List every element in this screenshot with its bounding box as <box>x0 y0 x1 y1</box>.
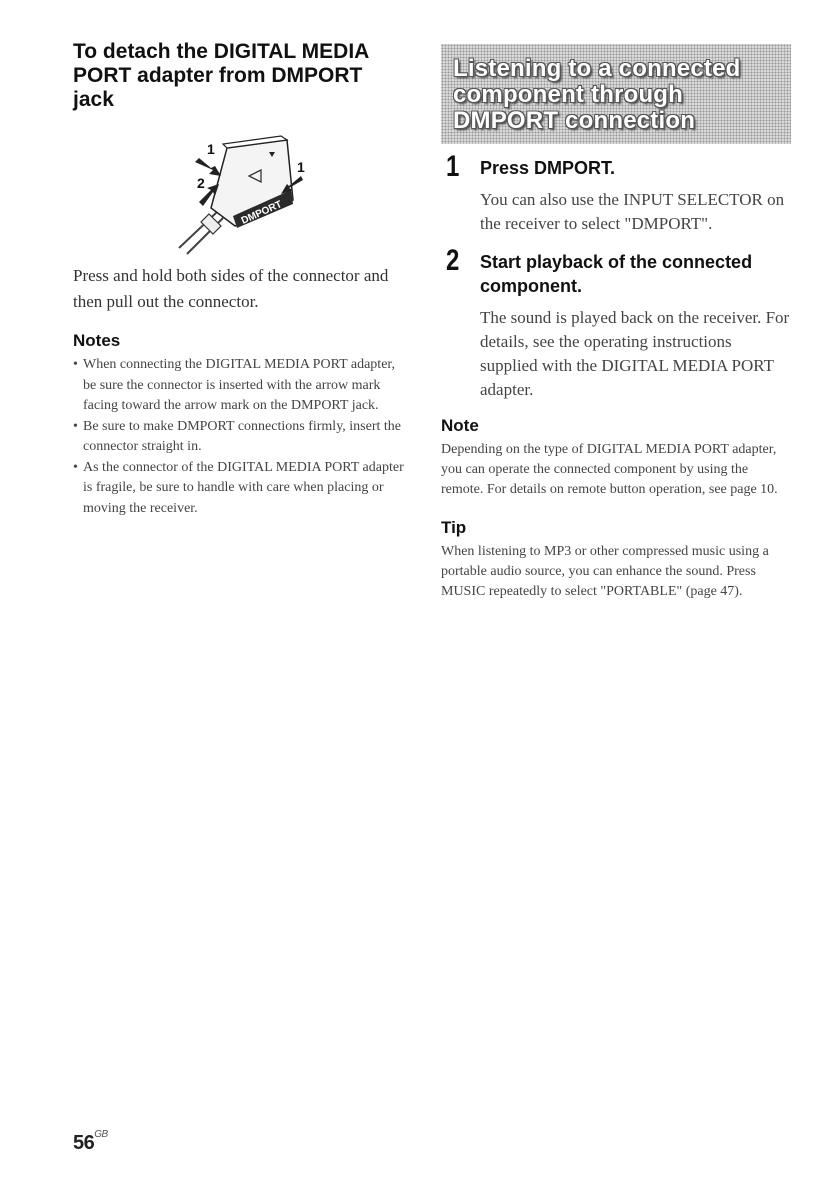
page-region-suffix: GB <box>94 1129 108 1140</box>
callout-1-top: 1 <box>207 141 215 157</box>
squeeze-arrow-left-icon <box>195 158 221 176</box>
note-text: Depending on the type of DIGITAL MEDIA PORT adapter, you can operate the connected component by using the remote. For details on remote button operation, see page 10. <box>441 442 778 497</box>
connector-label: DMPORT <box>239 199 284 227</box>
note-heading: Note <box>441 416 479 435</box>
bullet-icon: • <box>73 459 78 475</box>
page-number: $56^{GB}$ <box>73 1129 108 1154</box>
note-item: • When connecting the DIGITAL MEDIA PORT adapter, be sure the connector is inserted with the arrow mark facing toward the arrow mark on the DMPORT jack. <box>73 357 396 413</box>
section-title: Listening to a connected component through DMPORT connection <box>453 55 741 134</box>
step-number: 2 <box>446 244 460 277</box>
bullet-icon: • <box>73 357 78 372</box>
step-text: You can also use the INPUT SELECTOR on the receiver to select "DMPORT". <box>480 190 785 233</box>
tip-heading: Tip <box>441 518 467 537</box>
section-banner <box>441 44 791 144</box>
detach-connector-illustration <box>169 130 309 255</box>
notes-list <box>73 355 408 519</box>
step-1 <box>441 150 791 236</box>
right-column <box>441 44 791 602</box>
step-2 <box>441 244 791 402</box>
step-text: The sound is played back on the receiver. For details, see the operating instructions supplied with the DIGITAL MEDIA PORT adapter. <box>480 308 790 399</box>
note-item: • Be sure to make DMPORT connections firmly, insert the connector straight in. <box>73 418 401 454</box>
detach-heading: To detach the DIGITAL MEDIA PORT adapter from DMPORT jack <box>73 40 369 111</box>
cable-sleeve <box>201 214 221 234</box>
notes-heading: Notes <box>73 331 121 350</box>
step-number: 1 <box>446 150 460 183</box>
detach-instruction: Press and hold both sides of the connector and then pull out the connector. <box>73 266 389 311</box>
callout-1-right: 1 <box>297 159 305 175</box>
step-title: Start playback of the connected component. <box>480 252 753 296</box>
left-column <box>73 40 408 519</box>
step-title: Press DMPORT. <box>480 158 616 178</box>
callout-2: 2 <box>197 175 205 191</box>
bullet-icon: • <box>73 418 78 434</box>
note-item: • As the connector of the DIGITAL MEDIA PORT adapter is fragile, be sure to handle with care when placing or moving the receiver. <box>73 459 404 516</box>
tip-text: When listening to MP3 or other compressed music using a portable audio source, you can enhance the sound. Press MUSIC repeatedly to select "PORTABLE" (page 47). <box>441 544 769 599</box>
